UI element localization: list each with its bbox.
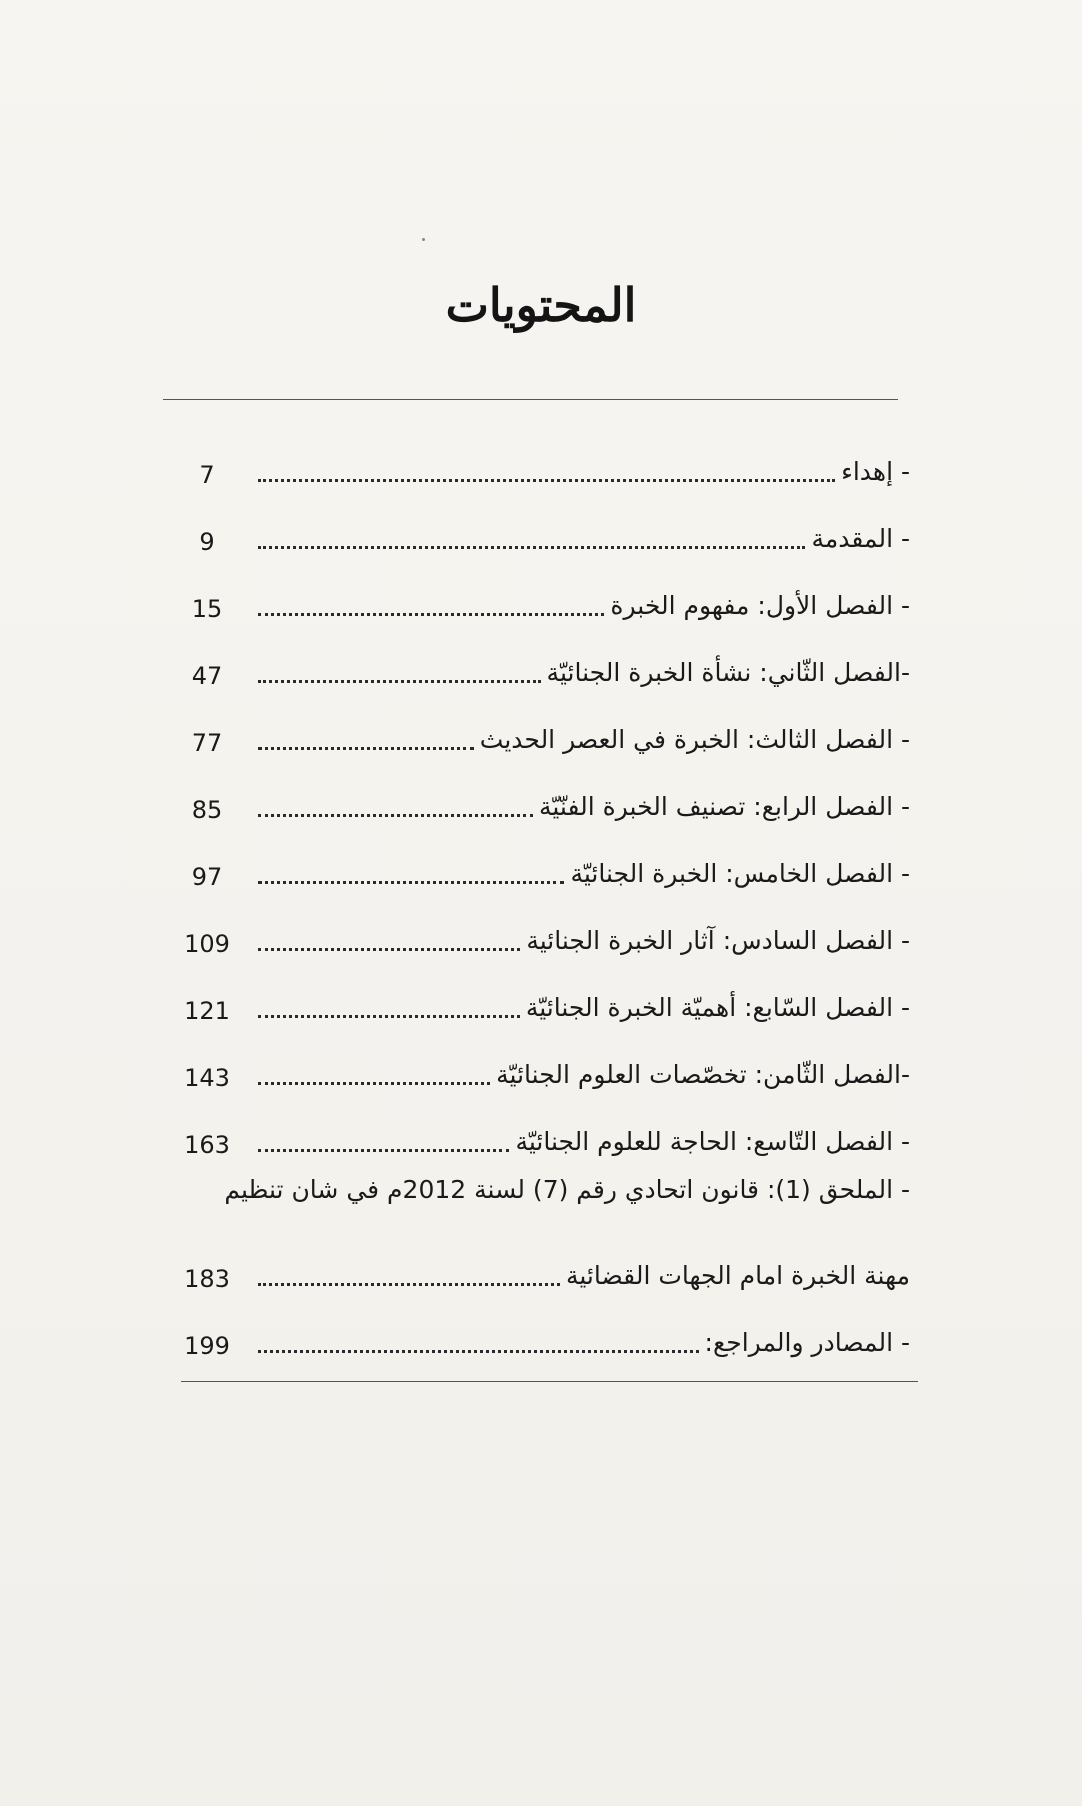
toc-entry-dedication[interactable] <box>170 445 910 489</box>
toc-entry-chapter-6[interactable] <box>170 914 910 958</box>
toc-entry-label: - الفصل السادس: آثار الخبرة الجنائية <box>526 926 910 955</box>
dot-leader <box>258 881 564 884</box>
top-divider <box>163 399 898 400</box>
toc-entry-label: - الفصل الرابع: تصنيف الخبرة الفنّيّة <box>538 792 910 821</box>
toc-page-number: 85 <box>191 796 223 824</box>
toc-page-number: 163 <box>184 1131 230 1159</box>
paper-speck <box>422 238 425 241</box>
toc-entry-label: - إهداء <box>841 457 910 486</box>
toc-entry-label: -الفصل الثّاني: نشأة الخبرة الجنائيّة <box>546 658 910 687</box>
page-title: المحتويات <box>445 278 637 332</box>
toc-appendix-label-line2: مهنة الخبرة امام الجهات القضائية <box>565 1261 910 1290</box>
toc-entry-chapter-9[interactable] <box>170 1115 910 1159</box>
dot-leader <box>258 1149 509 1152</box>
dot-leader <box>258 546 805 549</box>
toc-entry-sources[interactable] <box>170 1316 910 1360</box>
toc-entry-chapter-2[interactable] <box>170 646 910 690</box>
dot-leader <box>258 1082 490 1085</box>
toc-entry-introduction[interactable] <box>170 512 910 556</box>
dot-leader <box>258 680 541 683</box>
toc-entry-label: - الفصل الخامس: الخبرة الجنائيّة <box>570 859 910 888</box>
dot-leader <box>258 479 835 482</box>
toc-page-number: 97 <box>191 863 223 891</box>
dot-leader <box>258 1350 699 1353</box>
dot-leader <box>258 948 520 951</box>
toc-page-number: 143 <box>184 1064 230 1092</box>
toc-page-number: 9 <box>199 528 215 556</box>
toc-page-number: 47 <box>191 662 223 690</box>
toc-page-number: 77 <box>191 729 223 757</box>
toc-page-number: 199 <box>184 1332 230 1360</box>
toc-entry-label: - الفصل الثالث: الخبرة في العصر الحديث <box>479 725 910 754</box>
toc-appendix-label-line1: - الملحق (1): قانون اتحادي رقم (7) لسنة 2012م في شان تنظيم <box>224 1175 910 1204</box>
toc-page-number: 121 <box>184 997 230 1025</box>
bottom-divider <box>181 1381 918 1382</box>
dot-leader <box>258 814 533 817</box>
dot-leader <box>258 1015 520 1018</box>
toc-entry-label: - الفصل الأول: مفهوم الخبرة <box>610 591 910 620</box>
toc-page-number: 7 <box>199 461 215 489</box>
toc-entry-chapter-5[interactable] <box>170 847 910 891</box>
toc-entry-chapter-8[interactable] <box>170 1048 910 1092</box>
dot-leader <box>258 747 474 750</box>
toc-page-number: 183 <box>184 1265 230 1293</box>
toc-entry-chapter-4[interactable] <box>170 780 910 824</box>
toc-entry-chapter-7[interactable] <box>170 981 910 1025</box>
dot-leader <box>258 613 604 616</box>
toc-entry-label: - الفصل التّاسع: الحاجة للعلوم الجنائيّة <box>515 1127 910 1156</box>
toc-page-number: 15 <box>191 595 223 623</box>
toc-entry-label: -الفصل الثّامن: تخصّصات العلوم الجنائيّة <box>496 1060 910 1089</box>
dot-leader <box>258 1283 560 1286</box>
toc-entry-appendix[interactable] <box>170 1249 910 1293</box>
toc-page-number: 109 <box>184 930 230 958</box>
toc-entry-chapter-3[interactable] <box>170 713 910 757</box>
toc-entry-chapter-1[interactable] <box>170 579 910 623</box>
toc-entry-label: - المصادر والمراجع: <box>704 1328 910 1357</box>
toc-entry-label: - المقدمة <box>811 524 910 553</box>
toc-entry-label: - الفصل السّابع: أهميّة الخبرة الجنائيّة <box>525 993 910 1022</box>
